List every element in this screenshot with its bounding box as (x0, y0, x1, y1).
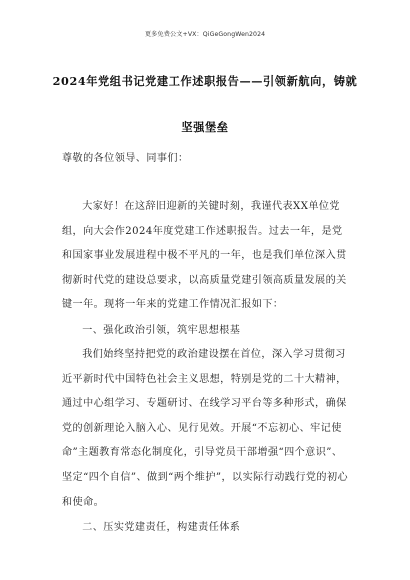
paragraph-intro-text: 大家好！在这辞旧迎新的关键时刻，我谨代表XX单位党组，向大会作2024年度党建工作述职报告。过去一年，是党和国家事业发展进程中极不平凡的一年，也是我们单位深入贯彻新时代党的建设总要求，以高质量党建引领高质量发展的关键一年。现将一年来的党建工作情况汇报如下： (62, 201, 347, 311)
salutation: 尊敬的各位领导、同事们： (62, 153, 189, 164)
paragraph-section-1-text: 我们始终坚持把党的政治建设摆在首位，深入学习贯彻习近平新时代中国特色社会主义思想，特别是党的二十大精神，通过中心组学习、专题研讨、在线学习平台等多种形式，确保党的创新理论入脑入心、见行见效。开展“不忘初心、牢记使命”主题教育常态化制度化，引导党员干部增强“四个意识”、坚定“四个自信”、做到“两个维护”，以实际行动践行党的初心和使命。 (62, 349, 349, 508)
section-heading-2-text: 二、压实党建责任，构建责任体系 (82, 522, 241, 533)
section-heading-2 (62, 516, 352, 541)
document-title-line-2: 坚强堡垒 (181, 120, 229, 134)
paragraph-intro (62, 195, 352, 318)
paragraph-section-1 (62, 343, 352, 515)
document-title-line-1: 2024年党组书记党建工作述职报告——引领新航向，铸就 (52, 74, 358, 88)
header-note: 更多免费公文+VX：QiGeGongWen2024 (144, 31, 266, 38)
section-heading-1 (62, 319, 352, 344)
section-heading-1-text: 一、强化政治引领，筑牢思想根基 (82, 325, 241, 336)
